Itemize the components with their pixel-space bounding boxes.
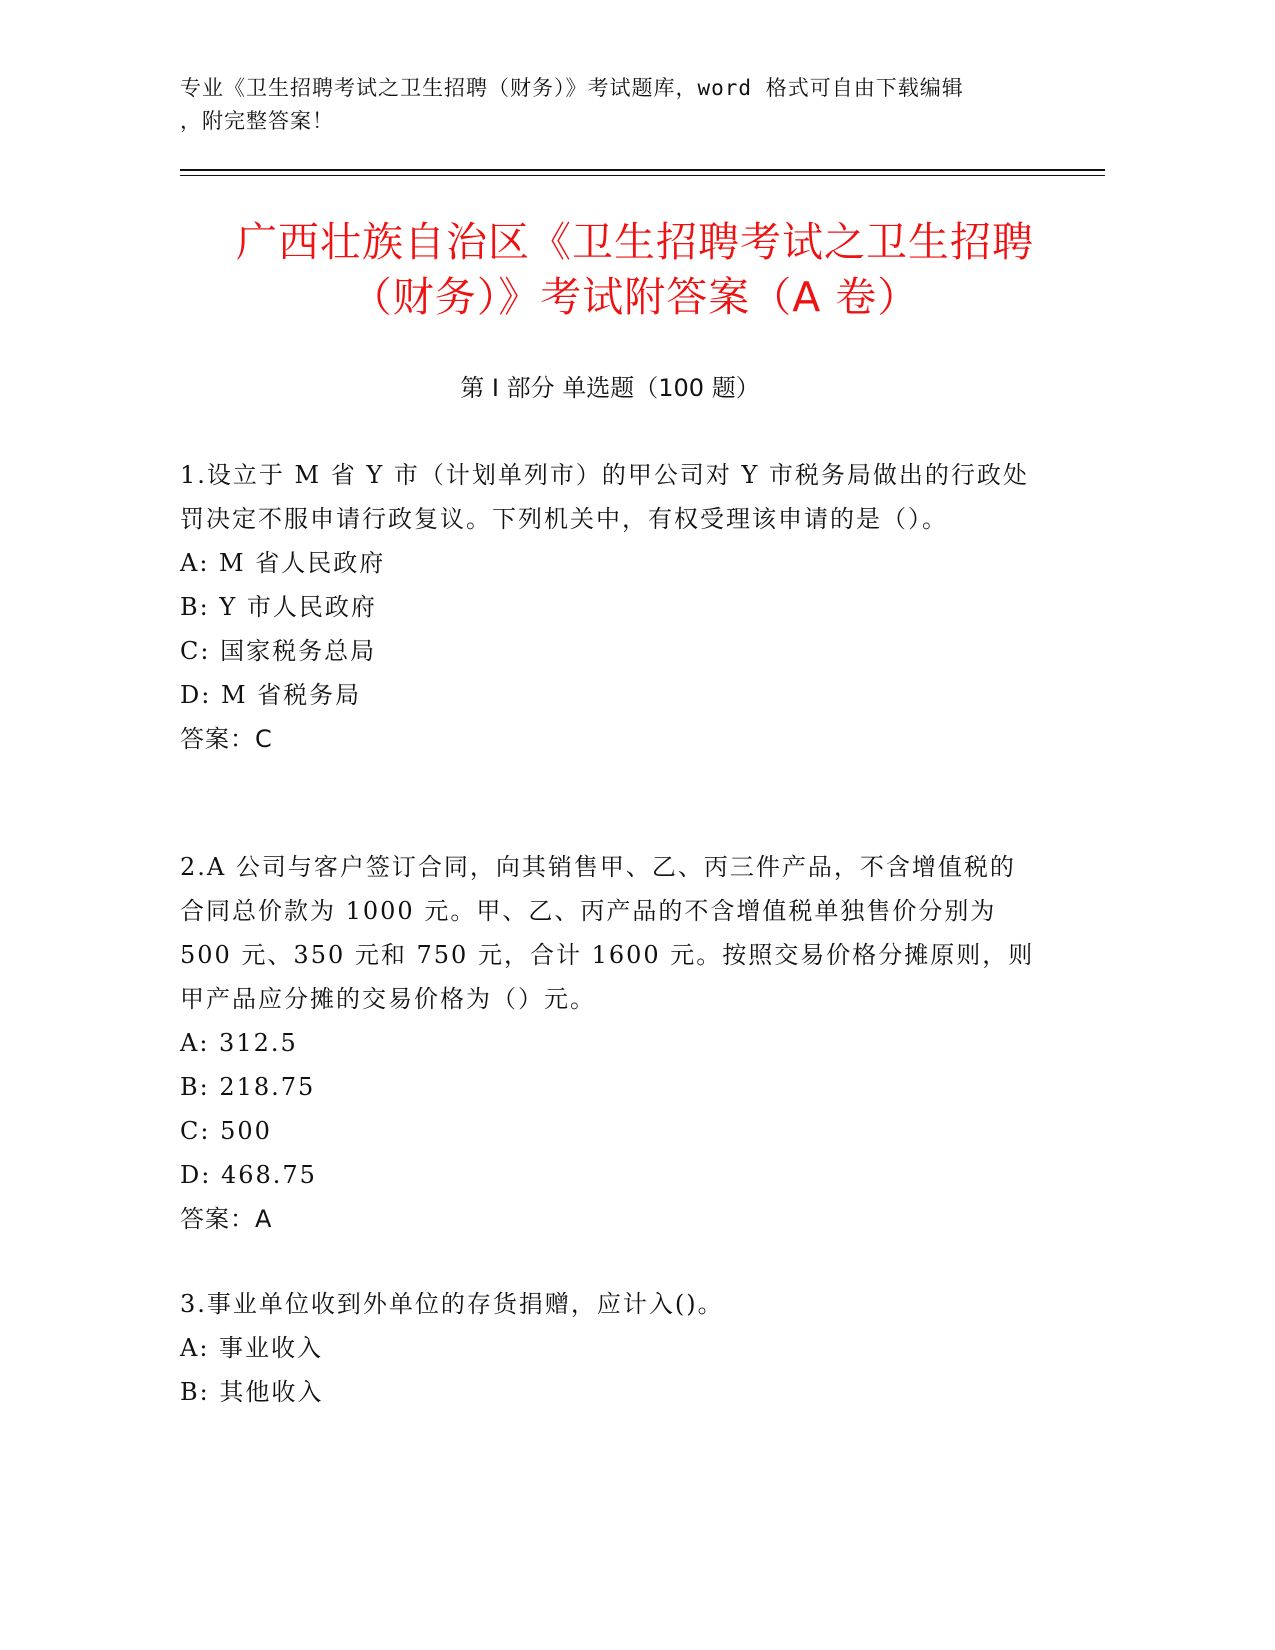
header-line-2: ，附完整答案！ bbox=[180, 109, 334, 133]
question-stem: 2.A 公司与客户签订合同，向其销售甲、乙、丙三件产品，不含增值税的合同总价款为 1000 元。甲、乙、丙产品的不含增值税单独售价分别为 500 元、350 元和 750 元，合计 1600 元。按照交易价格分摊原则，则甲产品应分摊的交易价格为（）元。 bbox=[180, 853, 1035, 1013]
option-b: B: Y 市人民政府 bbox=[180, 593, 377, 621]
option-a: A: M 省人民政府 bbox=[180, 549, 386, 577]
question-stem: 3.事业单位收到外单位的存货捐赠，应计入()。 bbox=[180, 1290, 724, 1318]
answer: 答案：C bbox=[180, 725, 273, 753]
option-d: D: M 省税务局 bbox=[180, 681, 362, 709]
option-b: B: 其他收入 bbox=[180, 1378, 324, 1406]
answer: 答案：A bbox=[180, 1205, 273, 1233]
document-header bbox=[180, 72, 1040, 138]
option-a: A: 312.5 bbox=[180, 1029, 298, 1057]
header-divider-thin bbox=[180, 175, 1105, 176]
document-title bbox=[140, 215, 1130, 325]
option-a: A: 事业收入 bbox=[180, 1334, 324, 1362]
question-stem: 1.设立于 M 省 Y 市（计划单列市）的甲公司对 Y 市税务局做出的行政处罚决定不服申请行政复议。下列机关中，有权受理该申请的是（）。 bbox=[180, 461, 1029, 533]
section-heading: 第 I 部分 单选题（100 题） bbox=[460, 374, 760, 402]
option-d: D: 468.75 bbox=[180, 1161, 317, 1189]
option-c: C: 500 bbox=[180, 1117, 272, 1145]
header-divider-thick bbox=[180, 169, 1105, 171]
header-line-1: 专业《卫生招聘考试之卫生招聘（财务）》考试题库，word 格式可自由下载编辑 bbox=[180, 76, 964, 100]
title-line-2: （财务）》考试附答案（A 卷） bbox=[350, 273, 920, 321]
option-c: C: 国家税务总局 bbox=[180, 637, 377, 665]
question-2 bbox=[180, 845, 1040, 1241]
option-b: B: 218.75 bbox=[180, 1073, 316, 1101]
question-1 bbox=[180, 453, 1040, 761]
title-line-1: 广西壮族自治区《卫生招聘考试之卫生招聘 bbox=[236, 218, 1034, 266]
question-3 bbox=[180, 1282, 1040, 1414]
